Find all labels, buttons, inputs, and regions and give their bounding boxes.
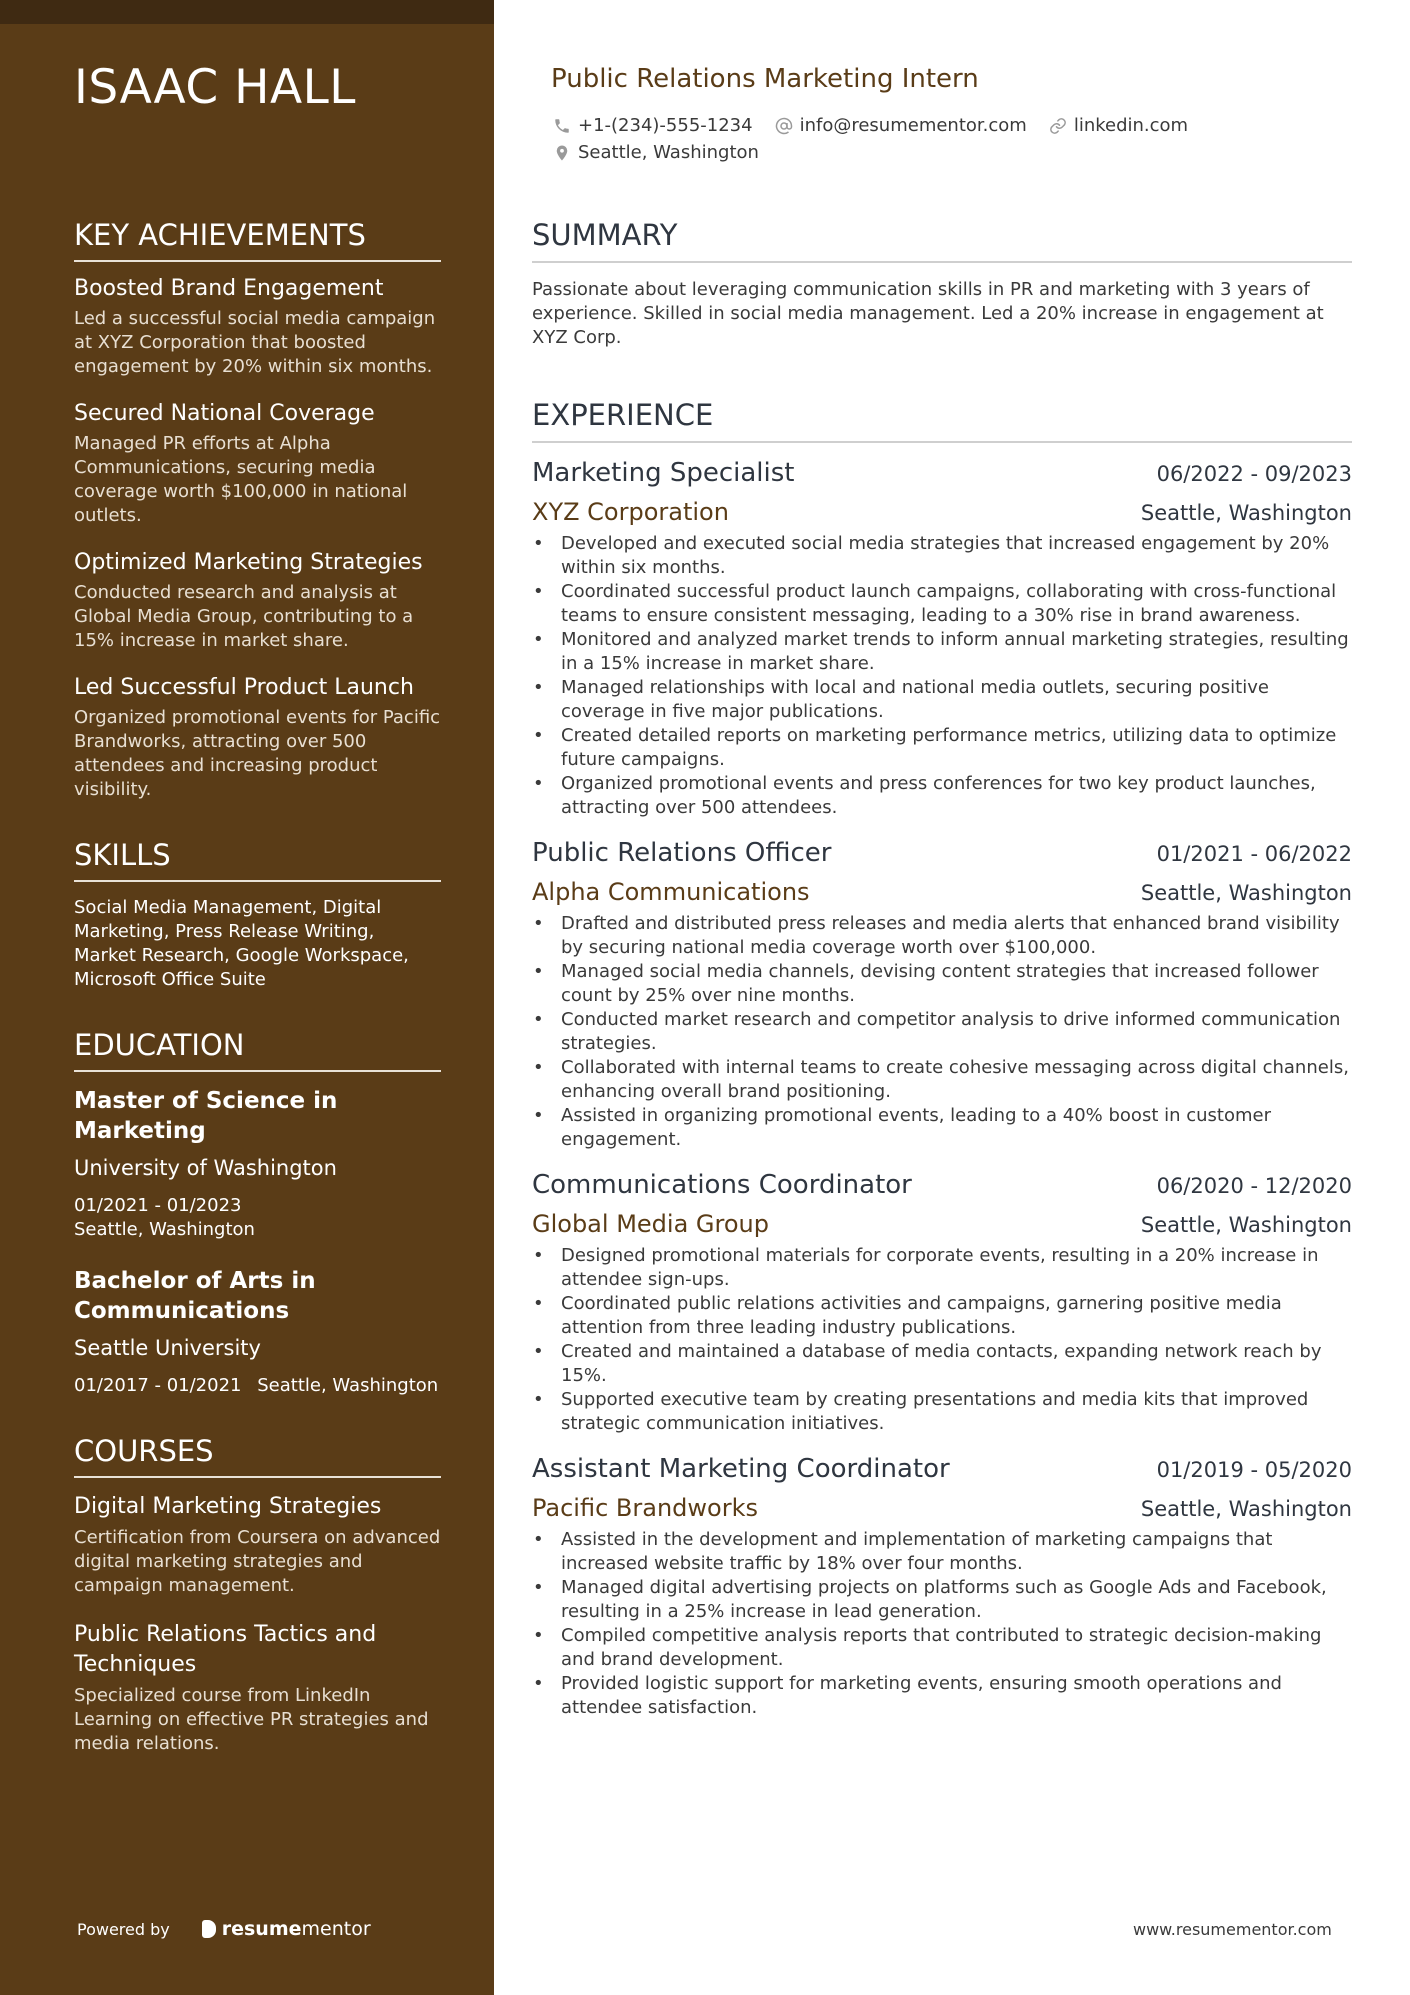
experience-role: Public Relations Officer [532, 838, 832, 868]
experience-company: Global Media Group [532, 1210, 769, 1238]
experience-location: Seattle, Washington [1140, 1497, 1352, 1521]
education-section [74, 1028, 441, 1398]
experience-item [532, 1170, 1352, 1436]
achievement-title: Led Successful Product Launch [74, 675, 414, 700]
education-location: Seattle, Washington [257, 1375, 439, 1396]
achievements-heading: KEY ACHIEVEMENTS [74, 218, 441, 262]
summary-section [532, 218, 1352, 350]
experience-role: Marketing Specialist [532, 458, 795, 488]
experience-section [532, 398, 1352, 1720]
experience-bullets [532, 1244, 1352, 1436]
candidate-name: ISAAC HALL [74, 60, 356, 115]
courses-section [74, 1434, 441, 1756]
contact-linkedin[interactable] [1049, 115, 1188, 136]
summary-heading: SUMMARY [532, 218, 1352, 263]
experience-role: Assistant Marketing Coordinator [532, 1454, 950, 1484]
job-title: Public Relations Marketing Intern [551, 64, 979, 94]
brand-name-bold: resume [221, 1918, 302, 1940]
brand-name-rest: mentor [301, 1918, 371, 1940]
bullet-item: • Compiled competitive analysis reports that contributed to strategic decision-making and brand development. [532, 1624, 1352, 1672]
achievement-desc: Conducted research and analysis at Global Media Group, contributing to a 15% increase in market share. [74, 582, 414, 651]
experience-company: XYZ Corporation [532, 498, 729, 526]
achievement-item [74, 401, 441, 528]
contact-phone[interactable] [553, 115, 753, 136]
bullet-item: • Created and maintained a database of media contacts, expanding network reach by 15%. [532, 1340, 1352, 1388]
bullet-item: • Assisted in the development and implementation of marketing campaigns that increased website traffic by 18% over four months. [532, 1528, 1352, 1576]
experience-company: Alpha Communications [532, 878, 810, 906]
achievement-desc: Managed PR efforts at Alpha Communications, securing media coverage worth $100,000 in national outlets. [74, 433, 408, 526]
sidebar [0, 0, 494, 1995]
experience-company: Pacific Brandworks [532, 1494, 758, 1522]
achievement-title: Optimized Marketing Strategies [74, 550, 423, 575]
skills-list: Social Media Management, Digital Marketing, Press Release Writing, Market Research, Google Workspace, Microsoft Office Suite [74, 897, 409, 990]
course-desc: Specialized course from LinkedIn Learning on effective PR strategies and media relations. [74, 1685, 429, 1754]
contact-location-text: Seattle, Washington [578, 142, 759, 163]
achievement-item [74, 276, 441, 379]
course-item [74, 1492, 441, 1598]
skills-section [74, 838, 441, 992]
bullet-item: • Managed social media channels, devising content strategies that increased follower count by 25% over nine months. [532, 960, 1352, 1008]
experience-item [532, 1454, 1352, 1720]
bullet-item: • Collaborated with internal teams to create cohesive messaging across digital channels, enhancing overall brand positioning. [532, 1056, 1352, 1104]
footer-url[interactable]: www.resumementor.com [1133, 1920, 1332, 1939]
bullet-item: • Assisted in organizing promotional events, leading to a 40% boost in customer engagement. [532, 1104, 1352, 1152]
bullet-item: • Conducted market research and competitor analysis to drive informed communication strategies. [532, 1008, 1352, 1056]
link-icon [1049, 117, 1067, 135]
education-school: University of Washington [74, 1156, 337, 1180]
location-pin-icon [553, 144, 571, 162]
achievement-desc: Organized promotional events for Pacific Brandworks, attracting over 500 attendees and increasing product visibility. [74, 707, 441, 800]
contact-email-text: info@resumementor.com [799, 115, 1027, 136]
courses-heading: COURSES [74, 1434, 441, 1478]
experience-item [532, 458, 1352, 820]
contact-location [553, 142, 759, 163]
experience-location: Seattle, Washington [1140, 1213, 1352, 1237]
bullet-item: • Provided logistic support for marketing events, ensuring smooth operations and attendee satisfaction. [532, 1672, 1352, 1720]
experience-location: Seattle, Washington [1140, 501, 1352, 525]
skills-heading: SKILLS [74, 838, 441, 882]
bullet-item: • Designed promotional materials for corporate events, resulting in a 20% increase in attendee sign-ups. [532, 1244, 1352, 1292]
education-item [74, 1086, 441, 1242]
achievement-title: Secured National Coverage [74, 401, 375, 426]
bullet-item: • Managed relationships with local and national media outlets, securing positive coverage in five major publications. [532, 676, 1352, 724]
experience-role: Communications Coordinator [532, 1170, 912, 1200]
experience-item [532, 838, 1352, 1152]
at-sign-icon [775, 117, 793, 135]
bullet-item: • Coordinated successful product launch campaigns, collaborating with cross-functional teams to ensure consistent messaging, leading to a 30% rise in brand awareness. [532, 580, 1352, 628]
experience-location: Seattle, Washington [1140, 881, 1352, 905]
experience-dates: 01/2019 - 05/2020 [1156, 1458, 1352, 1482]
achievement-desc: Led a successful social media campaign at XYZ Corporation that boosted engagement by 20% within six months. [74, 308, 436, 377]
brand-logo[interactable] [202, 1918, 371, 1940]
bullet-item: • Organized promotional events and press conferences for two key product launches, attracting over 500 attendees. [532, 772, 1352, 820]
experience-heading: EXPERIENCE [532, 398, 1352, 443]
education-location: Seattle, Washington [74, 1219, 255, 1240]
course-title: Public Relations Tactics and Techniques [74, 1622, 377, 1677]
course-title: Digital Marketing Strategies [74, 1494, 382, 1519]
brand-logo-icon [202, 1920, 216, 1938]
bullet-item: • Monitored and analyzed market trends to inform annual marketing strategies, resulting in a 15% increase in market share. [532, 628, 1352, 676]
powered-by [77, 1918, 371, 1940]
summary-text: Passionate about leveraging communication skills in PR and marketing with 3 years of experience. Skilled in social media management. Led a 20% increase in engagement at XYZ Corp. [532, 279, 1324, 348]
experience-bullets [532, 532, 1352, 820]
bullet-item: • Managed digital advertising projects on platforms such as Google Ads and Facebook, resulting in a 25% increase in lead generation. [532, 1576, 1352, 1624]
course-desc: Certification from Coursera on advanced digital marketing strategies and campaign management. [74, 1527, 441, 1596]
achievement-item [74, 675, 441, 802]
achievement-item [74, 550, 441, 653]
bullet-item: • Developed and executed social media strategies that increased engagement by 20% within six months. [532, 532, 1352, 580]
experience-dates: 06/2020 - 12/2020 [1156, 1174, 1352, 1198]
education-school: Seattle University [74, 1336, 261, 1360]
education-heading: EDUCATION [74, 1028, 441, 1072]
powered-by-label: Powered by [77, 1919, 170, 1939]
experience-dates: 01/2021 - 06/2022 [1156, 842, 1352, 866]
experience-bullets [532, 1528, 1352, 1720]
contact-info [553, 112, 1313, 166]
contact-email[interactable] [775, 115, 1027, 136]
contact-linkedin-text: linkedin.com [1073, 115, 1189, 136]
course-item [74, 1620, 441, 1756]
education-dates: 01/2021 - 01/2023 [74, 1195, 242, 1216]
education-degree: Bachelor of Arts in Communications [74, 1268, 316, 1324]
bullet-item: • Drafted and distributed press releases and media alerts that enhanced brand visibility by securing national media coverage worth over $100,000. [532, 912, 1352, 960]
bullet-item: • Created detailed reports on marketing performance metrics, utilizing data to optimize future campaigns. [532, 724, 1352, 772]
education-dates: 01/2017 - 01/2021 [74, 1375, 242, 1396]
contact-phone-text: +1-(234)-555-1234 [578, 115, 753, 136]
education-item [74, 1266, 441, 1398]
phone-icon [553, 117, 571, 135]
experience-dates: 06/2022 - 09/2023 [1156, 462, 1352, 486]
education-degree: Master of Science in Marketing [74, 1088, 338, 1144]
bullet-item: • Coordinated public relations activities and campaigns, garnering positive media attention from three leading industry publications. [532, 1292, 1352, 1340]
achievement-title: Boosted Brand Engagement [74, 276, 384, 301]
achievements-section [74, 218, 441, 802]
bullet-item: • Supported executive team by creating presentations and media kits that improved strategic communication initiatives. [532, 1388, 1352, 1436]
sidebar-top-band [0, 0, 494, 24]
experience-bullets [532, 912, 1352, 1152]
